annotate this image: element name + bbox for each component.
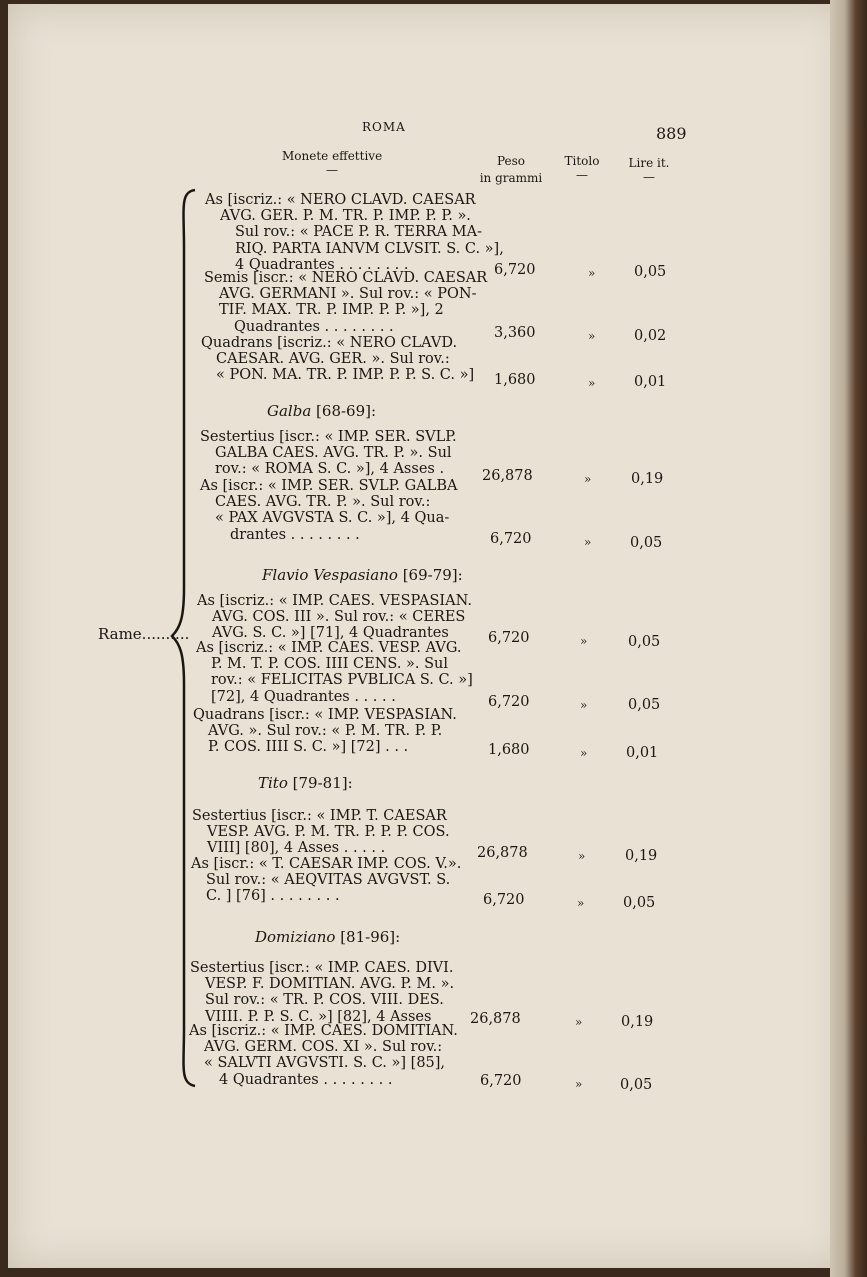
- coin-description-line: VESP. F. DOMITIAN. AVG. P. M. ».: [205, 976, 455, 993]
- column-header-weight: [476, 153, 546, 187]
- coin-description-line: Sestertius [iscr.: « IMP. SER. SVLP.: [200, 429, 457, 445]
- coin-description-line: Sul rov.: « PACE P. R. TERRA MA-: [235, 224, 482, 241]
- emperor-name: Domiziano: [255, 928, 336, 946]
- reign-dates: [69-79]:: [397, 566, 463, 584]
- weight-value: 6,720: [488, 630, 530, 646]
- coin-description-line: AVG. GERM. COS. XI ». Sul rov.:: [204, 1039, 443, 1056]
- weight-value: 26,878: [482, 468, 533, 484]
- column-header-dash: —: [643, 170, 655, 184]
- lire-value: 0,01: [626, 745, 659, 761]
- column-header-description-label: Monete effettive: [282, 149, 383, 163]
- fineness-value: »: [588, 329, 596, 343]
- emperor-name: Flavio Vespasiano: [262, 566, 398, 584]
- coin-description-line: Quadrans [iscriz.: « NERO CLAVD.: [201, 335, 458, 351]
- emperor-heading: [258, 774, 353, 792]
- metal-label: Rame..........: [98, 625, 190, 643]
- coin-description-line: « PAX AVGVSTA S. C. »], 4 Qua-: [215, 510, 450, 527]
- column-header-fineness-label: Titolo: [564, 154, 600, 168]
- coin-description-line: C. ] [76] . . . . . . . .: [206, 888, 340, 905]
- fineness-value: »: [577, 896, 585, 910]
- coin-description-line: AVG. GER. P. M. TR. P. IMP. P. P. ».: [220, 208, 471, 225]
- fineness-value: »: [584, 472, 592, 486]
- coin-description-line: 4 Quadrantes . . . . . . . .: [219, 1071, 393, 1088]
- emperor-name: Galba: [267, 402, 312, 420]
- coin-description-line: AVG. COS. III ». Sul rov.: « CERES: [212, 609, 466, 626]
- lire-value: 0,05: [620, 1077, 653, 1093]
- coin-description-line: As [iscriz.: « NERO CLAVD. CAESAR: [205, 192, 476, 208]
- coin-description-line: RIQ. PARTA IANVM CLVSIT. S. C. »],: [235, 240, 504, 257]
- coin-description-line: rov.: « FELICITAS PVBLICA S. C. »]: [211, 672, 473, 689]
- coin-description-line: TIF. MAX. TR. P. IMP. P. P. »], 2: [219, 302, 444, 319]
- coin-description-line: 4 Quadrantes . . . . . . . .: [235, 256, 409, 273]
- weight-value: 1,680: [494, 372, 536, 388]
- fineness-value: »: [584, 535, 592, 549]
- coin-description-line: rov.: « ROMA S. C. »], 4 Asses .: [215, 461, 445, 478]
- fineness-value: »: [588, 376, 596, 390]
- weight-value: 6,720: [483, 892, 525, 908]
- column-header-dash: —: [576, 168, 588, 182]
- fineness-value: »: [578, 849, 586, 863]
- weight-value: 6,720: [494, 262, 536, 278]
- coin-description-line: VIIII. P. P. S. C. »] [82], 4 Asses: [205, 1008, 432, 1025]
- column-header-weight-line2: in grammi: [479, 171, 543, 185]
- column-header-description: [282, 148, 382, 175]
- coin-description-line: AVG. ». Sul rov.: « P. M. TR. P. P.: [208, 723, 443, 740]
- reign-dates: [79-81]:: [287, 774, 353, 792]
- coin-description-line: VIII] [80], 4 Asses . . . . .: [207, 840, 386, 857]
- coin-description-line: P. M. T. P. COS. IIII CENS. ». Sul: [211, 656, 449, 673]
- fineness-value: »: [580, 746, 588, 760]
- coin-description-line: As [iscriz.: « IMP. CAES. DOMITIAN.: [189, 1023, 458, 1039]
- fineness-value: »: [588, 266, 596, 280]
- coin-description-line: VESP. AVG. P. M. TR. P. P. P. COS.: [207, 824, 450, 841]
- coin-description-line: drantes . . . . . . . .: [230, 526, 360, 543]
- coin-description-line: Sestertius [iscr.: « IMP. CAES. DIVI.: [190, 960, 454, 976]
- column-header-value: [624, 155, 674, 182]
- column-header-dash: —: [326, 163, 338, 177]
- emperor-heading: [267, 402, 376, 420]
- weight-value: 6,720: [488, 694, 530, 710]
- lire-value: 0,05: [628, 634, 661, 650]
- lire-value: 0,19: [621, 1014, 654, 1030]
- coin-description-line: « SALVTI AVGVSTI. S. C. »] [85],: [204, 1055, 446, 1072]
- fineness-value: »: [580, 634, 588, 648]
- coin-description-line: AVG. S. C. »] [71], 4 Quadrantes: [212, 625, 449, 642]
- fineness-value: »: [580, 698, 588, 712]
- coin-description-line: Quadrantes . . . . . . . .: [234, 318, 394, 335]
- coin-description-line: CAES. AVG. TR. P. ». Sul rov.:: [215, 494, 431, 511]
- fineness-value: »: [575, 1077, 583, 1091]
- coin-description-line: Sul rov.: « TR. P. COS. VIII. DES.: [205, 992, 444, 1009]
- lire-value: 0,02: [634, 328, 667, 344]
- coin-description-line: CAESAR. AVG. GER. ». Sul rov.:: [216, 351, 450, 368]
- column-header-value-label: Lire it.: [628, 156, 670, 170]
- coin-description-line: GALBA CAES. AVG. TR. P. ». Sul: [215, 445, 452, 462]
- curly-brace: [170, 188, 200, 1088]
- reign-dates: [81-96]:: [335, 928, 401, 946]
- coin-description-line: AVG. GERMANI ». Sul rov.: « PON-: [219, 286, 477, 303]
- lire-value: 0,05: [630, 535, 663, 551]
- lire-value: 0,01: [634, 374, 667, 390]
- coin-description-line: [72], 4 Quadrantes . . . . .: [211, 688, 396, 705]
- column-header-weight-line1: Peso: [496, 154, 526, 168]
- coin-description-line: Semis [iscr.: « NERO CLAVD. CAESAR: [204, 270, 488, 286]
- weight-value: 6,720: [490, 531, 532, 547]
- coin-description-line: As [iscriz.: « IMP. CAES. VESP. AVG.: [196, 640, 462, 656]
- lire-value: 0,05: [634, 264, 667, 280]
- coin-description-line: As [iscr.: « IMP. SER. SVLP. GALBA: [200, 478, 458, 494]
- page-number: 889: [656, 124, 687, 143]
- coin-description-line: Sestertius [iscr.: « IMP. T. CAESAR: [192, 808, 447, 824]
- fineness-value: »: [575, 1015, 583, 1029]
- coin-description-line: P. COS. IIII S. C. »] [72] . . .: [208, 739, 409, 756]
- coin-description-line: « PON. MA. TR. P. IMP. P. P. S. C. »]: [216, 367, 475, 384]
- emperor-name: Tito: [258, 774, 288, 792]
- coin-description-line: Quadrans [iscr.: « IMP. VESPASIAN.: [193, 707, 457, 723]
- lire-value: 0,05: [628, 697, 661, 713]
- emperor-heading: [262, 566, 463, 584]
- page-edge: [830, 0, 867, 1277]
- emperor-heading: [255, 928, 400, 946]
- column-header-fineness: [560, 153, 604, 180]
- weight-value: 26,878: [470, 1011, 521, 1027]
- running-title: ROMA: [362, 120, 406, 134]
- coin-description-line: As [iscriz.: « IMP. CAES. VESPASIAN.: [197, 593, 472, 609]
- reign-dates: [68-69]:: [311, 402, 377, 420]
- weight-value: 3,360: [494, 325, 536, 341]
- coin-description-line: As [iscr.: « T. CAESAR IMP. COS. V.».: [191, 856, 462, 872]
- lire-value: 0,19: [625, 848, 658, 864]
- coin-description-line: Sul rov.: « AEQVITAS AVGVST. S.: [206, 872, 451, 889]
- weight-value: 26,878: [477, 845, 528, 861]
- weight-value: 1,680: [488, 742, 530, 758]
- weight-value: 6,720: [480, 1073, 522, 1089]
- lire-value: 0,19: [631, 471, 664, 487]
- lire-value: 0,05: [623, 895, 656, 911]
